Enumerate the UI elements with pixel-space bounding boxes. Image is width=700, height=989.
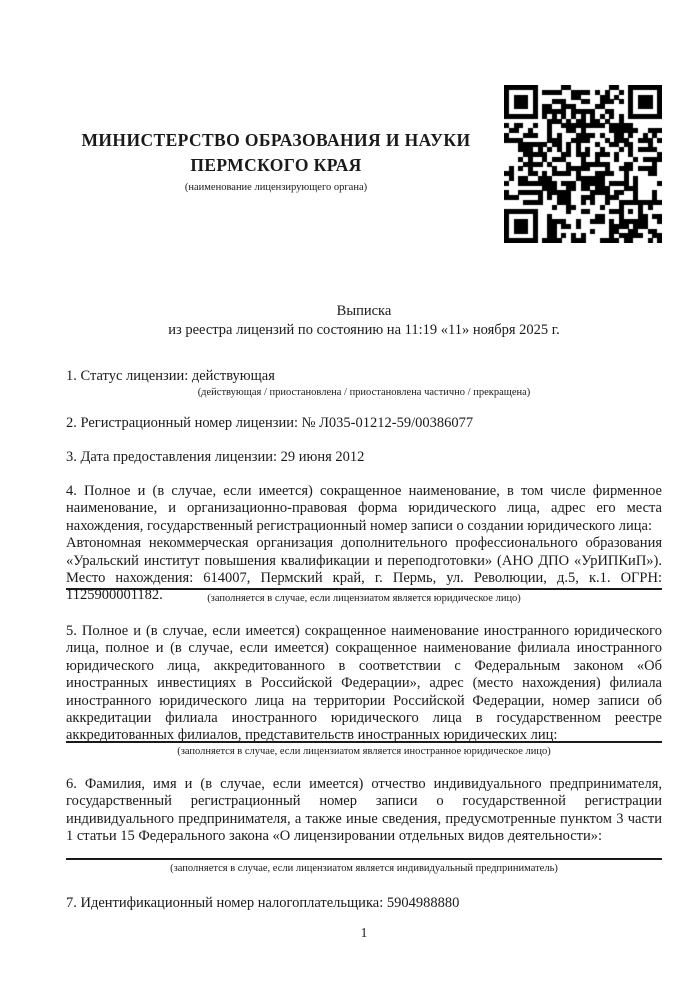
item-taxpayer-id: 7. Идентификационный номер налогоплательщика: 5904988880 xyxy=(66,895,460,911)
item-entrepreneur-caption: (заполняется в случае, если лицензиатом является индивидуальный предприниматель) xyxy=(170,863,558,874)
item-foreign-entity xyxy=(66,623,662,745)
item-license-status-caption: (действующая / приостановлена / приостановлена частично / прекращена) xyxy=(197,387,531,398)
title-line2: из реестра лицензий по состоянию на 11:19 «11» ноября 2025 г. xyxy=(168,322,560,338)
title-line1: Выписка xyxy=(336,303,392,319)
item-legal-entity-label: 4. Полное и (в случае, если имеется) сокращенное наименование, в том числе фирменное наименование, и организационно-правовая форма юридического лица, адрес его места нахождения, государственный регистрационный номер записи о создании юридического лица: xyxy=(66,483,662,534)
item-legal-entity xyxy=(66,483,662,605)
fill-in-line-foreign-entity xyxy=(66,741,662,743)
document-title xyxy=(66,302,662,340)
authority-caption: (наименование лицензирующего органа) xyxy=(184,182,368,193)
item-entrepreneur xyxy=(66,776,662,846)
item-foreign-entity-caption: (заполняется в случае, если лицензиатом является иностранное юридическое лицо) xyxy=(177,746,551,757)
item-foreign-entity-label: 5. Полное и (в случае, если имеется) сокращенное наименование иностранного юридического лица, полное и (в случае, если имеется) сокращенное наименование филиала иностранного юридического лица, аккредитованного в соответствии с Федеральным законом «Об иностранных инвестициях в Российской Федерации», адрес (место нахождения) филиала иностранного юридического лица на территории Российской Федерации, номер записи об аккредитации филиала иностранного юридического лица в государственном реестре аккредитованных филиалов, представительств иностранных юридических лиц: xyxy=(66,623,662,744)
item-grant-date: 3. Дата предоставления лицензии: 29 июня 2012 xyxy=(66,449,365,465)
qr-code-icon xyxy=(504,85,662,243)
page-number: 1 xyxy=(360,925,368,940)
item-entrepreneur-label: 6. Фамилия, имя и (в случае, если имеется) отчество индивидуального предпринимателя, государственный регистрационный номер записи о государственной регистрации индивидуального предпринимателя, а также иные сведения, предусмотренные пунктом 3 части 1 статьи 15 Федерального закона «О лицензировании отдельных видов деятельности»: xyxy=(66,776,662,845)
fill-in-line-entrepreneur xyxy=(66,858,662,860)
item-legal-entity-caption: (заполняется в случае, если лицензиатом является юридическое лицо) xyxy=(207,593,521,604)
ministry-name-line2: ПЕРМСКОГО КРАЯ xyxy=(190,155,362,175)
item-legal-entity-value: Автономная некоммерческая организация дополнительного профессионального образования «Уральский институт повышения квалификации и переподготовки» (АНО ДПО «УрИПКиП»). Место нахождения: 614007, Пермский край, г. Пермь, ул. Революции, д.5, к.1. ОГРН: 1125900001182. xyxy=(66,535,662,604)
issuing-authority-header xyxy=(59,128,493,195)
item-registration-number: 2. Регистрационный номер лицензии: № Л035-01212-59/00386077 xyxy=(66,415,474,431)
item-license-status: 1. Статус лицензии: действующая xyxy=(66,368,275,384)
fill-in-line-legal-entity xyxy=(66,588,662,590)
ministry-name-line1: МИНИСТЕРСТВО ОБРАЗОВАНИЯ И НАУКИ xyxy=(81,130,471,150)
